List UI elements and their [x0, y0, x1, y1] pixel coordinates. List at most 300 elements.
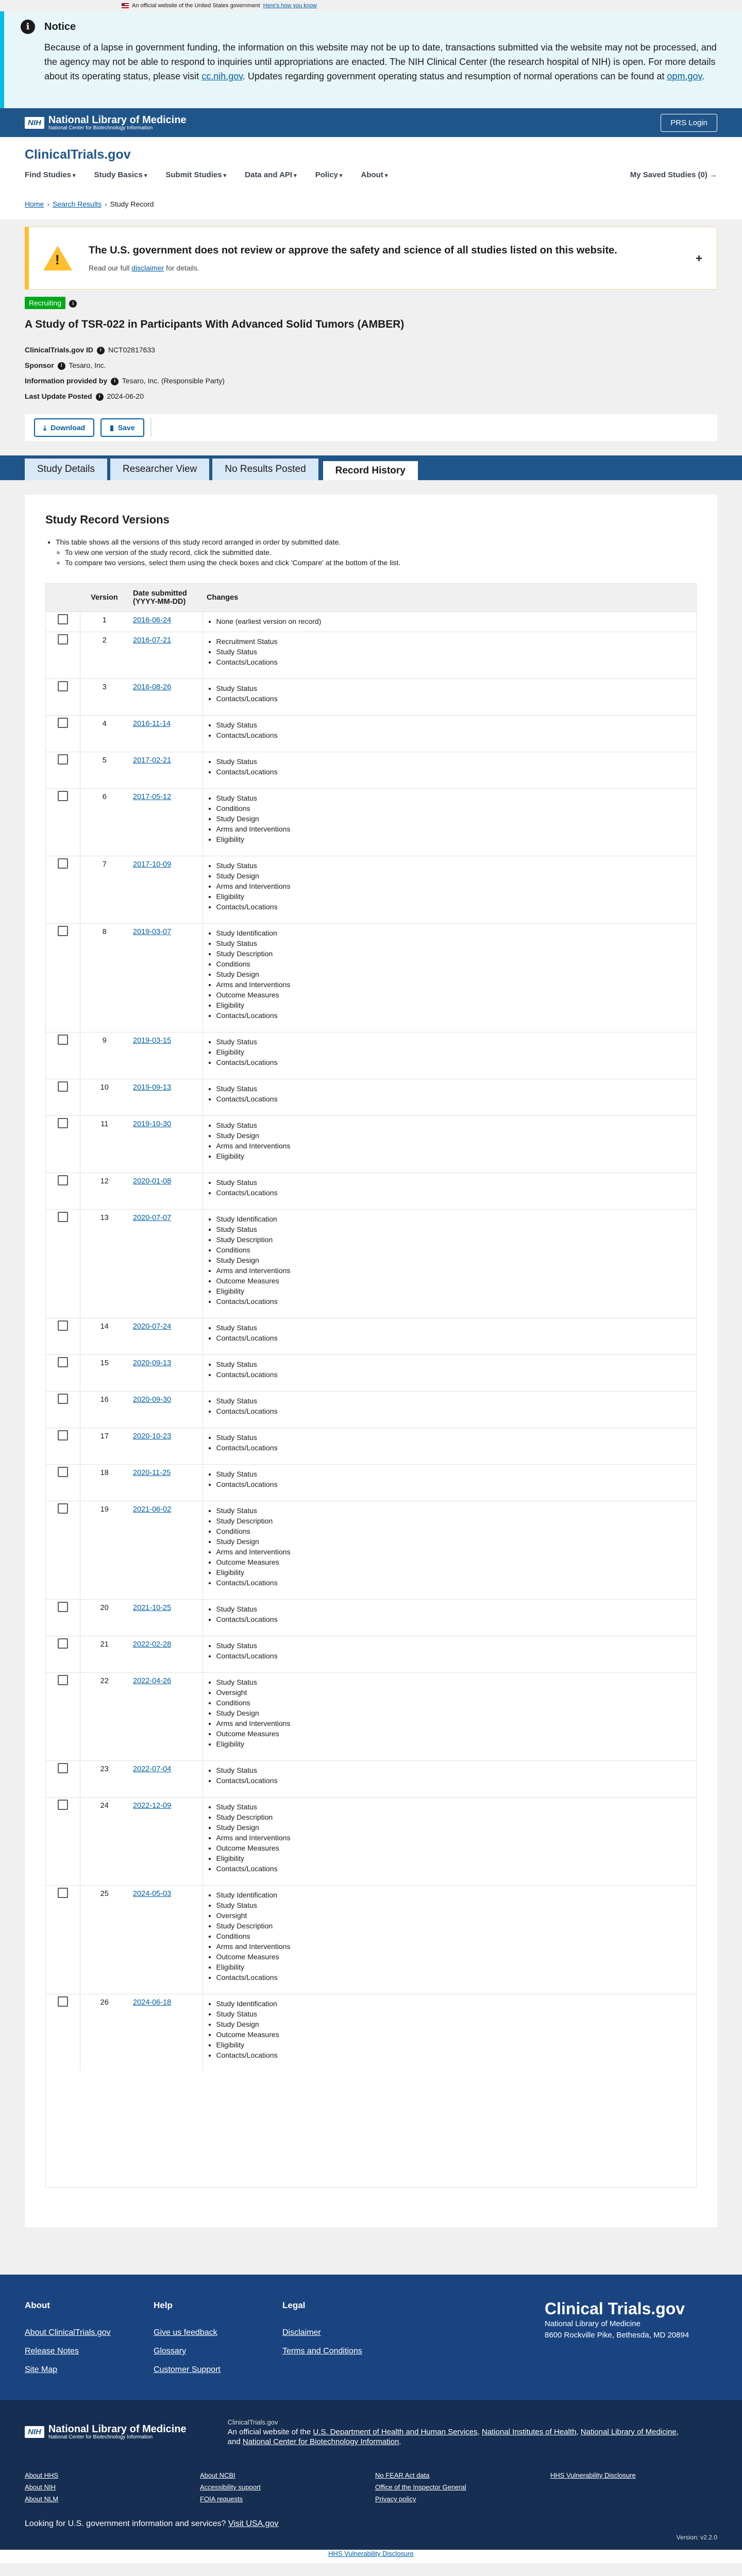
- change-item: • Study Status: [216, 1432, 693, 1443]
- version-date-link[interactable]: 2020-11-25: [133, 1468, 171, 1477]
- changes-list: [216, 1214, 693, 1307]
- version-row: [46, 788, 696, 856]
- change-item: • Eligibility: [216, 1853, 693, 1863]
- study-title: A Study of TSR-022 in Participants With Advanced Solid Tumors (AMBER): [25, 318, 404, 330]
- changes-list: [216, 1432, 693, 1453]
- version-row: [46, 1636, 696, 1672]
- sponsor-info-icon[interactable]: i: [58, 362, 65, 370]
- usa-gov-link[interactable]: Visit USA.gov: [228, 2519, 279, 2528]
- change-item: • Study Status: [216, 1177, 693, 1188]
- change-item: • None (earliest version on record): [216, 616, 693, 626]
- compare-checkbox[interactable]: [58, 1675, 68, 1685]
- id-label: ClinicalTrials.gov ID: [25, 346, 94, 354]
- version-row: [46, 1209, 696, 1318]
- version-date-link[interactable]: 2016-11-14: [133, 719, 171, 728]
- change-item: • Outcome Measures: [216, 1557, 693, 1567]
- change-item: • Study Design: [216, 1255, 693, 1265]
- version-number: 22: [80, 1672, 129, 1760]
- footer-about-link[interactable]: About ClinicalTrials.gov: [25, 2328, 111, 2337]
- change-item: • Contacts/Locations: [216, 902, 693, 912]
- change-item: • Study Status: [216, 1900, 693, 1910]
- change-item: • Conditions: [216, 1526, 693, 1536]
- change-item: • Contacts/Locations: [216, 730, 693, 740]
- version-row: [46, 1173, 696, 1209]
- version-row: [46, 1079, 696, 1115]
- vulnerability-bar: [0, 2550, 742, 2563]
- change-item: • Study Identification: [216, 1214, 693, 1224]
- version-date-link[interactable]: 2022-04-26: [133, 1676, 172, 1685]
- footer-link-about-nlm[interactable]: About NLM: [25, 2495, 59, 2503]
- compare-checkbox[interactable]: [58, 1035, 68, 1045]
- change-item: • Contacts/Locations: [216, 1406, 693, 1416]
- change-item: • Eligibility: [216, 1286, 693, 1296]
- version-text: Version: v2.2.0: [676, 2534, 717, 2541]
- instruction-compare: ◦ To compare two versions, select them using the check boxes and click 'Compare' at the bottom of the list.: [65, 557, 697, 568]
- version-row: [46, 1672, 696, 1760]
- notice-body: Because of a lapse in government funding, the information on this website may not be up to date, transactions submitted via the website may not be processed, and the agency may not be able to respond to inquiries until appropriations are enacted. The NIH Clinical Center (the research hospital of NIH) is open. For more details about its operating status, please visit cc.nih.gov. Updates regarding government operating status and resumption of normal operations can be found at opm.gov.: [44, 42, 717, 81]
- compare-checkbox[interactable]: [58, 681, 68, 691]
- study-meta: [25, 342, 717, 404]
- cc-nih-link[interactable]: cc.nih.gov: [201, 71, 243, 81]
- compare-checkbox[interactable]: [58, 614, 68, 624]
- study-header: [0, 290, 742, 441]
- col-date: Date submitted (YYYY-MM-DD): [129, 584, 203, 612]
- update-value: 2024-06-20: [107, 392, 144, 400]
- compare-checkbox[interactable]: [58, 926, 68, 936]
- change-item: • Contacts/Locations: [216, 1094, 693, 1104]
- footer-link-hhs-vulnerability-disclosure[interactable]: HHS Vulnerability Disclosure: [550, 2471, 636, 2479]
- change-item: • Contacts/Locations: [216, 1863, 693, 1874]
- breadcrumb-home[interactable]: Home: [25, 200, 44, 208]
- compare-checkbox[interactable]: [58, 718, 68, 728]
- change-item: • Contacts/Locations: [216, 2050, 693, 2060]
- change-item: • Eligibility: [216, 1000, 693, 1010]
- nih-badge: NIH: [25, 117, 44, 129]
- compare-checkbox[interactable]: [58, 1503, 68, 1514]
- footer-link-privacy-policy[interactable]: Privacy policy: [375, 2495, 416, 2503]
- version-number: 3: [80, 679, 129, 715]
- compare-checkbox[interactable]: [58, 1467, 68, 1477]
- breadcrumb-search-results[interactable]: Search Results: [53, 200, 102, 208]
- footer-terms-link[interactable]: Terms and Conditions: [282, 2347, 362, 2355]
- update-label: Last Update Posted: [25, 392, 92, 400]
- version-number: 8: [80, 923, 129, 1032]
- version-number: 10: [80, 1079, 129, 1115]
- nav-submit-studies[interactable]: Submit Studies ▾: [165, 171, 226, 179]
- change-item: • Arms and Interventions: [216, 1833, 693, 1843]
- compare-checkbox[interactable]: [58, 1320, 68, 1331]
- breadcrumb-current: Study Record: [110, 200, 154, 208]
- change-item: • Eligibility: [216, 1739, 693, 1749]
- version-number: 11: [80, 1115, 129, 1173]
- col-version: Version: [80, 584, 129, 612]
- changes-list: [216, 928, 693, 1021]
- status-badge: Recruiting: [25, 297, 65, 309]
- provided-value: Tesaro, Inc. (Responsible Party): [122, 377, 225, 385]
- change-item: • Study Status: [216, 647, 693, 657]
- footer-link-grid: [25, 2471, 717, 2503]
- change-item: • Study Status: [216, 1120, 693, 1130]
- change-item: • Arms and Interventions: [216, 1265, 693, 1276]
- change-item: • Contacts/Locations: [216, 1443, 693, 1453]
- instruction-main: • This table shows all the versions of this study record arranged in order by submitted date.: [56, 537, 697, 547]
- version-row: [46, 752, 696, 788]
- compare-checkbox[interactable]: [58, 754, 68, 765]
- change-item: • Outcome Measures: [216, 1276, 693, 1286]
- version-date-link[interactable]: 2021-10-25: [133, 1603, 172, 1612]
- change-item: • Recruitment Status: [216, 636, 693, 647]
- change-item: • Contacts/Locations: [216, 1369, 693, 1380]
- footer-release-notes-link[interactable]: Release Notes: [25, 2347, 79, 2355]
- sponsor-label: Sponsor: [25, 361, 54, 369]
- version-date-link[interactable]: 2020-10-23: [133, 1432, 172, 1440]
- compare-checkbox[interactable]: [58, 1430, 68, 1440]
- tab-record-history[interactable]: Record History: [322, 460, 419, 480]
- change-item: • Study Status: [216, 1083, 693, 1094]
- change-item: • Contacts/Locations: [216, 1188, 693, 1198]
- footer-address-line2: 8600 Rockville Pike, Bethesda, MD 20894: [545, 2331, 689, 2340]
- version-row: [46, 1354, 696, 1391]
- footer-link-no-fear-act-data[interactable]: No FEAR Act data: [375, 2471, 430, 2479]
- change-item: • Arms and Interventions: [216, 1141, 693, 1151]
- compare-checkbox[interactable]: [58, 1212, 68, 1222]
- main-nav: [25, 171, 717, 179]
- changes-list: [216, 1677, 693, 1749]
- version-date-link[interactable]: 2020-09-30: [133, 1395, 172, 1404]
- compare-checkbox[interactable]: [58, 1118, 68, 1128]
- sponsor-value: Tesaro, Inc.: [69, 361, 106, 369]
- version-number: 13: [80, 1209, 129, 1318]
- change-item: • Study Identification: [216, 928, 693, 938]
- us-flag-icon: [122, 3, 129, 8]
- expand-icon[interactable]: +: [696, 252, 702, 265]
- tab-researcher-view[interactable]: Researcher View: [110, 459, 209, 480]
- update-info-icon[interactable]: i: [96, 393, 104, 401]
- footer-link-office-of-the-inspector-general[interactable]: Office of the Inspector General: [375, 2483, 466, 2491]
- version-row: [46, 856, 696, 923]
- footer-disclaimer-link[interactable]: Disclaimer: [282, 2328, 321, 2337]
- change-item: • Conditions: [216, 803, 693, 814]
- change-item: • Study Design: [216, 814, 693, 824]
- compare-checkbox[interactable]: [58, 1638, 68, 1649]
- version-number: 4: [80, 715, 129, 752]
- change-item: • Arms and Interventions: [216, 824, 693, 834]
- changes-list: [216, 636, 693, 667]
- footer-link-about-ncbi[interactable]: About NCBI: [200, 2471, 235, 2479]
- version-number: 24: [80, 1797, 129, 1885]
- compare-checkbox[interactable]: [58, 1175, 68, 1185]
- compare-checkbox[interactable]: [58, 858, 68, 869]
- footer-support-link[interactable]: Customer Support: [154, 2365, 221, 2374]
- gov-banner-link[interactable]: Here's how you know: [263, 3, 317, 9]
- change-item: • Study Design: [216, 1130, 693, 1141]
- version-number: 16: [80, 1391, 129, 1428]
- change-item: • Study Description: [216, 1516, 693, 1526]
- version-date-link[interactable]: 2019-03-07: [133, 927, 172, 936]
- change-item: • Contacts/Locations: [216, 1333, 693, 1343]
- version-date-link[interactable]: 2020-01-08: [133, 1177, 172, 1185]
- divider: [150, 418, 151, 437]
- change-item: • Arms and Interventions: [216, 1547, 693, 1557]
- instruction-view: ◦ To view one version of the study record, click the submitted date.: [65, 547, 697, 557]
- change-item: • Study Design: [216, 969, 693, 979]
- nav-about[interactable]: About ▾: [361, 171, 387, 179]
- version-date-link[interactable]: 2020-07-24: [133, 1322, 172, 1331]
- footer-glossary-link[interactable]: Glossary: [154, 2347, 187, 2355]
- version-number: 5: [80, 752, 129, 788]
- changes-list: [216, 1998, 693, 2060]
- version-number: 1: [80, 612, 129, 632]
- my-saved-studies-link[interactable]: My Saved Studies (0) →: [630, 171, 717, 179]
- change-item: • Outcome Measures: [216, 2029, 693, 2040]
- footer-brand[interactable]: Clinical Trials.gov: [545, 2299, 685, 2318]
- version-number: 19: [80, 1501, 129, 1599]
- footer-site-map-link[interactable]: Site Map: [25, 2365, 58, 2374]
- nav-find-studies[interactable]: Find Studies ▾: [25, 171, 76, 179]
- changes-list: [216, 1396, 693, 1416]
- ncbi-link[interactable]: National Center for Biotechnology Information: [242, 2437, 399, 2446]
- footer-link-empty: [550, 2495, 726, 2503]
- footer-address-line1: National Library of Medicine: [545, 2319, 640, 2328]
- save-button[interactable]: ▮ Save: [100, 418, 144, 437]
- change-item: • Oversight: [216, 1687, 693, 1698]
- version-number: 18: [80, 1464, 129, 1501]
- compare-checkbox[interactable]: [58, 1763, 68, 1773]
- nih-link[interactable]: National Institutes of Health: [482, 2428, 577, 2436]
- change-item: • Conditions: [216, 959, 693, 969]
- version-date-link[interactable]: 2022-12-09: [133, 1801, 172, 1810]
- change-item: • Study Design: [216, 1708, 693, 1718]
- compare-checkbox[interactable]: [58, 1800, 68, 1810]
- change-item: • Study Status: [216, 1224, 693, 1234]
- changes-list: [216, 860, 693, 912]
- versions-table-wrap: [45, 583, 697, 2188]
- change-item: • Contacts/Locations: [216, 1614, 693, 1624]
- change-item: • Study Identification: [216, 1890, 693, 1900]
- vulnerability-link[interactable]: HHS Vulnerability Disclosure: [328, 2550, 414, 2557]
- version-row: [46, 1318, 696, 1354]
- version-number: 12: [80, 1173, 129, 1209]
- provided-info-icon[interactable]: i: [111, 378, 119, 385]
- changes-list: [216, 1177, 693, 1198]
- change-item: • Eligibility: [216, 2040, 693, 2050]
- change-item: • Oversight: [216, 1910, 693, 1921]
- change-item: • Study Status: [216, 1505, 693, 1516]
- change-item: • Study Status: [216, 1469, 693, 1479]
- disclaimer-title: The U.S. government does not review or approve the safety and science of all studies listed on this website.: [89, 244, 617, 256]
- study-id: NCT02817633: [108, 346, 155, 354]
- footer-site-name: ClinicalTrials.gov: [227, 2418, 278, 2426]
- opm-link[interactable]: opm.gov: [667, 71, 702, 81]
- gov-banner: [0, 0, 742, 11]
- compare-checkbox[interactable]: [58, 1602, 68, 1612]
- change-item: • Eligibility: [216, 1567, 693, 1578]
- version-date-link[interactable]: 2016-08-26: [133, 683, 172, 691]
- gov-banner-text: An official website of the United States government: [132, 3, 260, 9]
- change-item: • Study Status: [216, 860, 693, 871]
- change-item: • Study Status: [216, 938, 693, 948]
- compare-checkbox[interactable]: [58, 1394, 68, 1404]
- version-date-link[interactable]: 2017-05-12: [133, 792, 172, 801]
- change-item: • Outcome Measures: [216, 1728, 693, 1739]
- change-item: • Study Status: [216, 1396, 693, 1406]
- nih-header: [0, 108, 742, 137]
- change-item: • Eligibility: [216, 1151, 693, 1161]
- footer-link-about-hhs[interactable]: About HHS: [25, 2471, 59, 2479]
- change-item: • Conditions: [216, 1931, 693, 1941]
- change-item: • Study Status: [216, 720, 693, 730]
- version-row: [46, 1885, 696, 1994]
- tab-no-results-posted[interactable]: No Results Posted: [212, 459, 318, 480]
- change-item: • Conditions: [216, 1698, 693, 1708]
- change-item: • Study Status: [216, 1802, 693, 1812]
- changes-list: [216, 1469, 693, 1489]
- ct-logo[interactable]: ClinicalTrials.gov: [25, 147, 131, 162]
- compare-checkbox[interactable]: [58, 634, 68, 645]
- version-date-link[interactable]: 2024-06-18: [133, 1998, 172, 2007]
- version-date-link[interactable]: 2016-07-21: [133, 636, 172, 645]
- version-row: [46, 1464, 696, 1501]
- nlm-logo[interactable]: [25, 115, 187, 131]
- change-item: • Eligibility: [216, 1047, 693, 1057]
- version-number: 14: [80, 1318, 129, 1354]
- version-row: [46, 1599, 696, 1636]
- version-number: 17: [80, 1428, 129, 1464]
- change-item: • Contacts/Locations: [216, 657, 693, 667]
- version-date-link[interactable]: 2022-02-28: [133, 1640, 172, 1649]
- prs-login-button[interactable]: PRS Login: [661, 114, 717, 132]
- site-footer: [0, 2275, 742, 2400]
- version-date-link[interactable]: 2017-10-09: [133, 860, 172, 869]
- version-number: 9: [80, 1032, 129, 1079]
- nav-data-and-api[interactable]: Data and API ▾: [245, 171, 297, 179]
- nav-study-basics[interactable]: Study Basics ▾: [94, 171, 147, 179]
- change-item: • Arms and Interventions: [216, 881, 693, 891]
- version-date-link[interactable]: 2016-06-24: [133, 616, 172, 624]
- change-item: • Arms and Interventions: [216, 1941, 693, 1952]
- change-item: • Study Status: [216, 683, 693, 693]
- notice-alert: [0, 11, 742, 108]
- version-number: 23: [80, 1760, 129, 1797]
- compare-checkbox[interactable]: [58, 791, 68, 801]
- nav-policy[interactable]: Policy ▾: [315, 171, 343, 179]
- change-item: • Study Status: [216, 1359, 693, 1369]
- record-history-panel: [25, 495, 717, 2227]
- provided-label: Information provided by: [25, 377, 108, 385]
- change-item: • Contacts/Locations: [216, 1010, 693, 1021]
- footer-link-about-nih[interactable]: About NIH: [25, 2483, 56, 2491]
- disclaimer-box: [25, 227, 717, 290]
- change-item: • Contacts/Locations: [216, 1775, 693, 1786]
- version-row: [46, 1994, 696, 2072]
- change-item: • Study Identification: [216, 1998, 693, 2009]
- status-info-icon[interactable]: i: [69, 300, 77, 308]
- warning-icon: !: [43, 246, 72, 270]
- change-item: • Conditions: [216, 1245, 693, 1255]
- changes-list: [216, 1359, 693, 1380]
- change-item: • Contacts/Locations: [216, 1651, 693, 1661]
- version-date-link[interactable]: 2019-03-15: [133, 1036, 172, 1045]
- bookmark-icon: ▮: [110, 423, 114, 432]
- hhs-link[interactable]: U.S. Department of Health and Human Services: [313, 2428, 478, 2436]
- change-item: • Outcome Measures: [216, 1952, 693, 1962]
- change-item: • Contacts/Locations: [216, 1972, 693, 1982]
- change-item: • Contacts/Locations: [216, 693, 693, 704]
- footer-link-accessibility-support[interactable]: Accessibility support: [200, 2483, 261, 2491]
- breadcrumb: Home › Search Results › Study Record: [25, 200, 154, 208]
- version-date-link[interactable]: 2021-06-02: [133, 1505, 172, 1514]
- changes-list: [216, 720, 693, 740]
- disclaimer-text: Read our full disclaimer for details.: [89, 263, 199, 272]
- footer-nih-badge: NIH: [25, 2426, 44, 2438]
- compare-checkbox[interactable]: [58, 1357, 68, 1367]
- changes-list: [216, 1323, 693, 1343]
- compare-checkbox[interactable]: [58, 1081, 68, 1092]
- version-date-link[interactable]: 2017-02-21: [133, 756, 172, 765]
- footer-link-empty: [550, 2483, 726, 2491]
- change-item: • Study Description: [216, 1921, 693, 1931]
- notice-title: Notice: [44, 21, 76, 32]
- version-date-link[interactable]: 2020-09-13: [133, 1359, 172, 1367]
- change-item: • Study Status: [216, 756, 693, 767]
- versions-table: [46, 584, 696, 2072]
- compare-checkbox[interactable]: [58, 1888, 68, 1898]
- version-number: 15: [80, 1354, 129, 1391]
- tab-study-details[interactable]: Study Details: [25, 459, 107, 480]
- change-item: • Outcome Measures: [216, 990, 693, 1000]
- site-header: [0, 137, 742, 219]
- footer-feedback-link[interactable]: Give us feedback: [154, 2328, 217, 2337]
- change-item: • Contacts/Locations: [216, 1057, 693, 1067]
- changes-list: [216, 1037, 693, 1067]
- changes-list: [216, 1802, 693, 1874]
- version-date-link[interactable]: 2019-09-13: [133, 1083, 172, 1092]
- changes-list: [216, 683, 693, 704]
- version-row: [46, 1428, 696, 1464]
- change-item: • Contacts/Locations: [216, 767, 693, 777]
- nih-footer: [0, 2400, 742, 2550]
- change-item: • Study Description: [216, 948, 693, 959]
- id-info-icon[interactable]: i: [97, 347, 105, 354]
- version-row: [46, 1391, 696, 1428]
- changes-list: [216, 1640, 693, 1661]
- study-actions: [25, 414, 717, 441]
- change-item: • Study Status: [216, 1037, 693, 1047]
- footer-official-text: An official website of the U.S. Department of Health and Human Services, National Institutes of Health, National Library of Medicine, and National Center for Biotechnology Information.: [227, 2428, 679, 2446]
- footer-ncbi-name: National Center for Biotechnology Information: [48, 2434, 153, 2440]
- nlm-link[interactable]: National Library of Medicine: [580, 2428, 677, 2436]
- footer-link-foia-requests[interactable]: FOIA requests: [200, 2495, 243, 2503]
- version-number: 25: [80, 1885, 129, 1994]
- changes-list: [216, 1120, 693, 1161]
- compare-checkbox[interactable]: [58, 1996, 68, 2007]
- download-button[interactable]: ⤓ Download: [34, 418, 94, 437]
- changes-list: [216, 1505, 693, 1588]
- record-heading: Study Record Versions: [45, 513, 170, 526]
- version-row: [46, 679, 696, 715]
- change-item: • Outcome Measures: [216, 1843, 693, 1853]
- version-date-link[interactable]: 2020-07-07: [133, 1213, 172, 1222]
- version-row: [46, 1760, 696, 1797]
- version-number: 21: [80, 1636, 129, 1672]
- version-date-link[interactable]: 2024-05-03: [133, 1889, 172, 1898]
- footer-nlm-logo[interactable]: [25, 2417, 187, 2447]
- changes-list: [216, 1604, 693, 1624]
- version-date-link[interactable]: 2022-07-04: [133, 1765, 172, 1773]
- version-date-link[interactable]: 2019-10-30: [133, 1120, 172, 1128]
- disclaimer-link[interactable]: disclaimer: [131, 263, 164, 272]
- changes-list: [216, 616, 693, 626]
